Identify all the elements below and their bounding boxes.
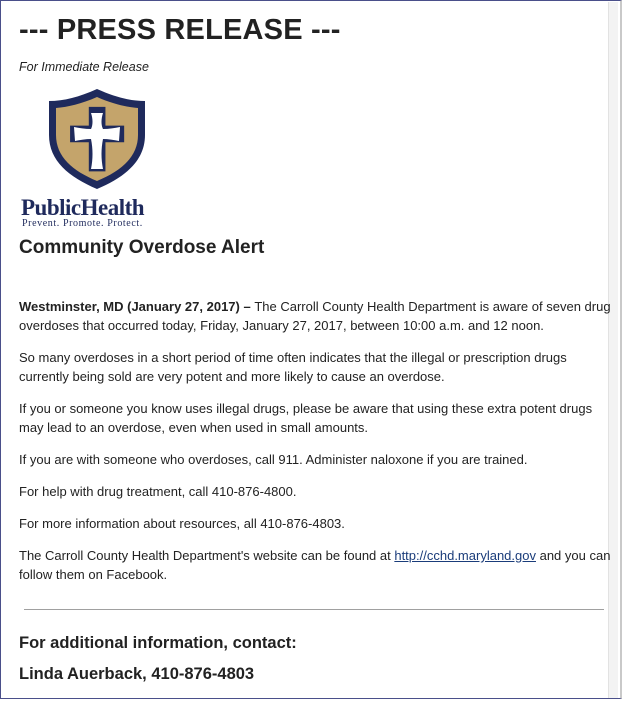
release-note: For Immediate Release [19,60,149,74]
paragraph-4: If you are with someone who overdoses, call 911. Administer naloxone if you are trained. [19,452,528,467]
divider [24,609,604,610]
dateline-dash: – [239,299,255,314]
contact-section [19,628,297,690]
paragraph-7 [19,546,611,584]
paragraph-7-before: The Carroll County Health Department's website can be found at [19,548,395,563]
contact-person: Linda Auerback, 410-876-4803 [19,665,255,683]
press-release-headline: --- PRESS RELEASE --- [19,14,341,46]
paragraph-2: So many overdoses in a short period of time often indicates that the illegal or prescription drugs currently being sold are very potent and more likely to cause an overdose. [19,350,567,384]
paragraph-5: For help with drug treatment, call 410-876-4800. [19,484,297,499]
public-health-logo [19,87,179,227]
website-link[interactable]: http://cchd.maryland.gov [394,548,536,563]
article-body [19,297,611,597]
paragraph-3: If you or someone you know uses illegal drugs, please be aware that using these extra potent drugs may lead to an overdose, even when used in small amounts. [19,401,593,435]
logo-wordmark: PublicHealth [21,195,145,220]
press-release-content [19,13,611,683]
contact-heading: For additional information, contact: [19,634,297,652]
paragraph-1 [19,297,611,335]
dateline: Westminster, MD (January 27, 2017) [19,299,240,314]
paragraph-1-text: The Carroll County Health Department is aware of seven drug overdoses that occurred today, Friday, January 27, 2017, between 10:00 a.m. and 12 noon. [19,299,611,333]
article-title: Community Overdose Alert [19,237,265,258]
public-health-shield-cross-icon [19,87,179,227]
paragraph-6: For more information about resources, all 410-876-4803. [19,516,345,531]
paragraph-7-after: and you can follow them on Facebook. [19,548,611,582]
logo-tagline: Prevent. Promote. Protect. [22,218,143,227]
